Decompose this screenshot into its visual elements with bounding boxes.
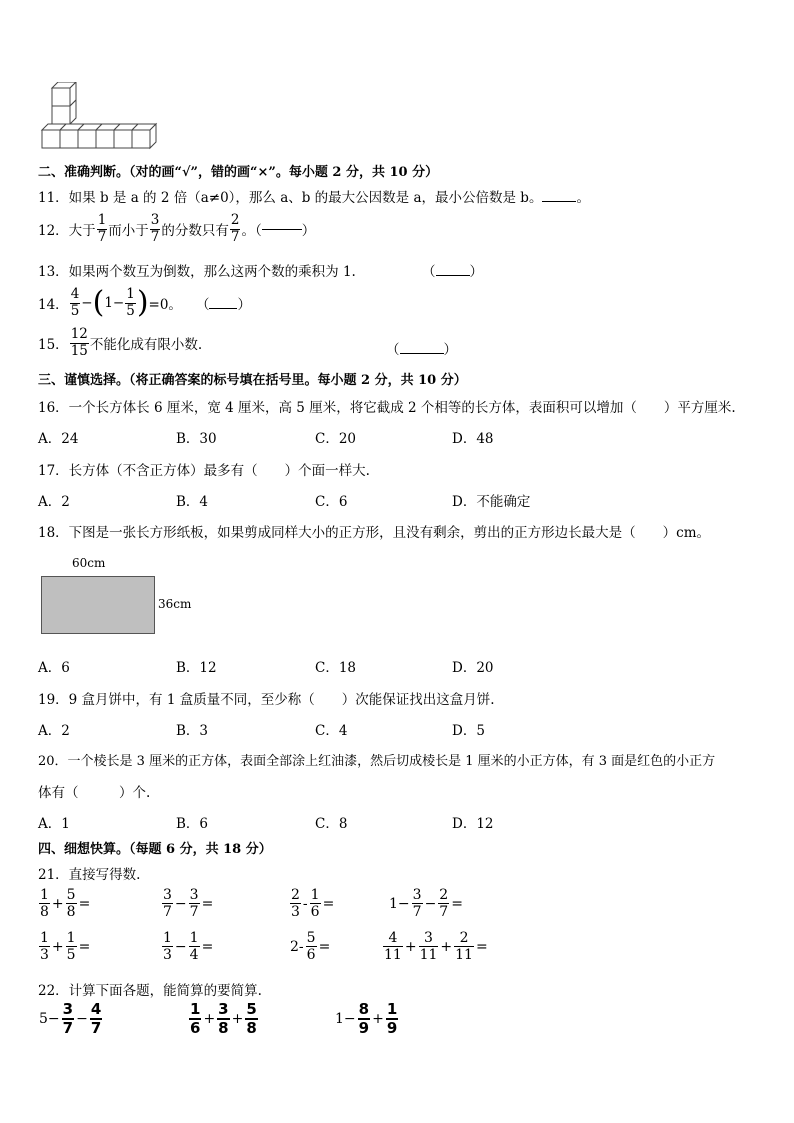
q21-expression-4: 1− $\frac{3}{7}$ − $\frac{2}{7}$ =: [389, 887, 463, 920]
q19-option-c[interactable]: C．4: [315, 723, 348, 739]
rectangle-width-label: 60cm: [72, 556, 106, 570]
fraction: $\frac{1}{5}$: [126, 286, 135, 319]
q21-expression-3: $\frac{2}{3}$ - $\frac{1}{6}$ =: [291, 887, 335, 920]
rectangle-height-label: 36cm: [158, 597, 192, 611]
q21-expression-6: $\frac{1}{3}$ − $\frac{1}{4}$ =: [163, 930, 214, 963]
q12-answer-blank[interactable]: [262, 229, 302, 230]
cardboard-rectangle: [41, 576, 155, 634]
q20-option-d[interactable]: D．12: [452, 816, 494, 832]
q18-option-a[interactable]: A．6: [38, 660, 70, 676]
question-14: 14． $\frac{4}{5}$ − ( 1− $\frac{1}{5}$ ) =0。 （ ）: [38, 285, 251, 320]
section3-heading: 三、谨慎选择。（将正确答案的标号填在括号里。每小题 2 分，共 10 分）: [38, 373, 467, 388]
question-20-stem-line2: 体有（ ）个.: [38, 785, 151, 801]
q20-option-a[interactable]: A．1: [38, 816, 70, 832]
left-paren-icon: (: [92, 285, 105, 320]
q21-expression-2: $\frac{3}{7}$ − $\frac{3}{7}$ =: [163, 887, 214, 920]
question-20-stem-line1: 20．一个棱长是 3 厘米的正方体，表面全部涂上红油漆，然后切成棱长是 1 厘米的小正方体，有 3 面是红色的小正方: [38, 754, 716, 769]
question-11: 11．如果 b 是 a 的 2 倍（a≠0），那么 a、b 的最大公因数是 a，最小公倍数是 b。 。: [38, 190, 590, 206]
q19-option-a[interactable]: A．2: [38, 723, 70, 739]
q22-expression-2: $\frac{1}{6}$ + $\frac{3}{8}$ + $\frac{5}{8}$: [190, 1000, 257, 1037]
fraction: $\frac{12}{15}$: [70, 326, 88, 359]
q18-option-c[interactable]: C．18: [315, 660, 357, 676]
q18-option-d[interactable]: D．20: [452, 660, 494, 676]
question-13: 13．如果两个数互为倒数，那么这两个数的乘积为 1.: [38, 264, 356, 280]
q19-option-d[interactable]: D．5: [452, 723, 485, 739]
right-paren-icon: ): [136, 285, 149, 320]
question-16-stem: 16．一个长方体长 6 厘米，宽 4 厘米，高 5 厘米，将它截成 2 个相等的长方体，表面积可以增加（ ）平方厘米.: [38, 400, 736, 416]
q19-option-b[interactable]: B．3: [176, 723, 209, 739]
q20-option-b[interactable]: B．6: [176, 816, 209, 832]
question-21-title: 21．直接写得数.: [38, 867, 141, 883]
q15-answer-paren[interactable]: （ ）: [386, 342, 457, 358]
fraction: $\frac{4}{5}$: [70, 286, 80, 319]
q16-option-a[interactable]: A．24: [38, 431, 79, 447]
question-22-title: 22．计算下面各题，能简算的要简算.: [38, 983, 262, 999]
q21-expression-8: $\frac{4}{11}$ + $\frac{3}{11}$ + $\frac{2}{11}$ =: [384, 930, 488, 963]
q21-expression-7: 2- $\frac{5}{6}$ =: [290, 930, 331, 963]
q18-option-b[interactable]: B．12: [176, 660, 217, 676]
q17-option-c[interactable]: C．6: [315, 494, 348, 510]
q16-option-d[interactable]: D．48: [452, 431, 494, 447]
question-12: 12．大于 $\frac{1}{7}$ 而小于 $\frac{3}{7}$ 的分数只有 $\frac{2}{7}$ 。（ ）: [38, 212, 316, 245]
q14-answer-paren[interactable]: （ ）: [195, 297, 251, 313]
q11-text: 11．如果 b 是 a 的 2 倍（a≠0），那么 a、b 的最大公因数是 a，最小公倍数是 b。: [38, 190, 543, 206]
fraction: $\frac{1}{7}$: [97, 212, 107, 245]
question-18-stem: 18．下图是一张长方形纸板，如果剪成同样大小的正方形，且没有剩余，剪出的正方形边长最大是（ ）cm。: [38, 525, 711, 541]
question-17-stem: 17．长方体（不含正方体）最多有（ ）个面一样大.: [38, 463, 370, 479]
question-19-stem: 19．9 盒月饼中，有 1 盒质量不同，至少称（ ）次能保证找出这盒月饼.: [38, 692, 495, 708]
q13-answer-paren[interactable]: （ ）: [422, 264, 483, 280]
q17-option-b[interactable]: B．4: [176, 494, 209, 510]
q22-expression-1: 5− $\frac{3}{7}$ − $\frac{4}{7}$: [39, 1000, 102, 1037]
q16-option-b[interactable]: B．30: [176, 431, 217, 447]
q21-expression-1: $\frac{1}{8}$ + $\frac{5}{8}$ =: [40, 887, 91, 920]
cube-stack-figure: [38, 82, 158, 154]
fraction: $\frac{2}{7}$: [230, 212, 240, 245]
q21-expression-5: $\frac{1}{3}$ + $\frac{1}{5}$ =: [40, 930, 91, 963]
q22-expression-3: 1− $\frac{8}{9}$ + $\frac{1}{9}$: [335, 1000, 398, 1037]
fraction: $\frac{3}{7}$: [150, 212, 160, 245]
q16-option-c[interactable]: C．20: [315, 431, 357, 447]
q17-option-d[interactable]: D．不能确定: [452, 494, 531, 510]
q17-option-a[interactable]: A．2: [38, 494, 70, 510]
q11-answer-blank[interactable]: [542, 201, 576, 202]
section4-heading: 四、细想快算。（每题 6 分，共 18 分）: [38, 842, 272, 857]
section2-heading: 二、准确判断。（对的画“√”，错的画“×”。每小题 2 分，共 10 分）: [38, 165, 439, 180]
question-15: 15． $\frac{12}{15}$ 不能化成有限小数.: [38, 326, 203, 359]
q20-option-c[interactable]: C．8: [315, 816, 348, 832]
